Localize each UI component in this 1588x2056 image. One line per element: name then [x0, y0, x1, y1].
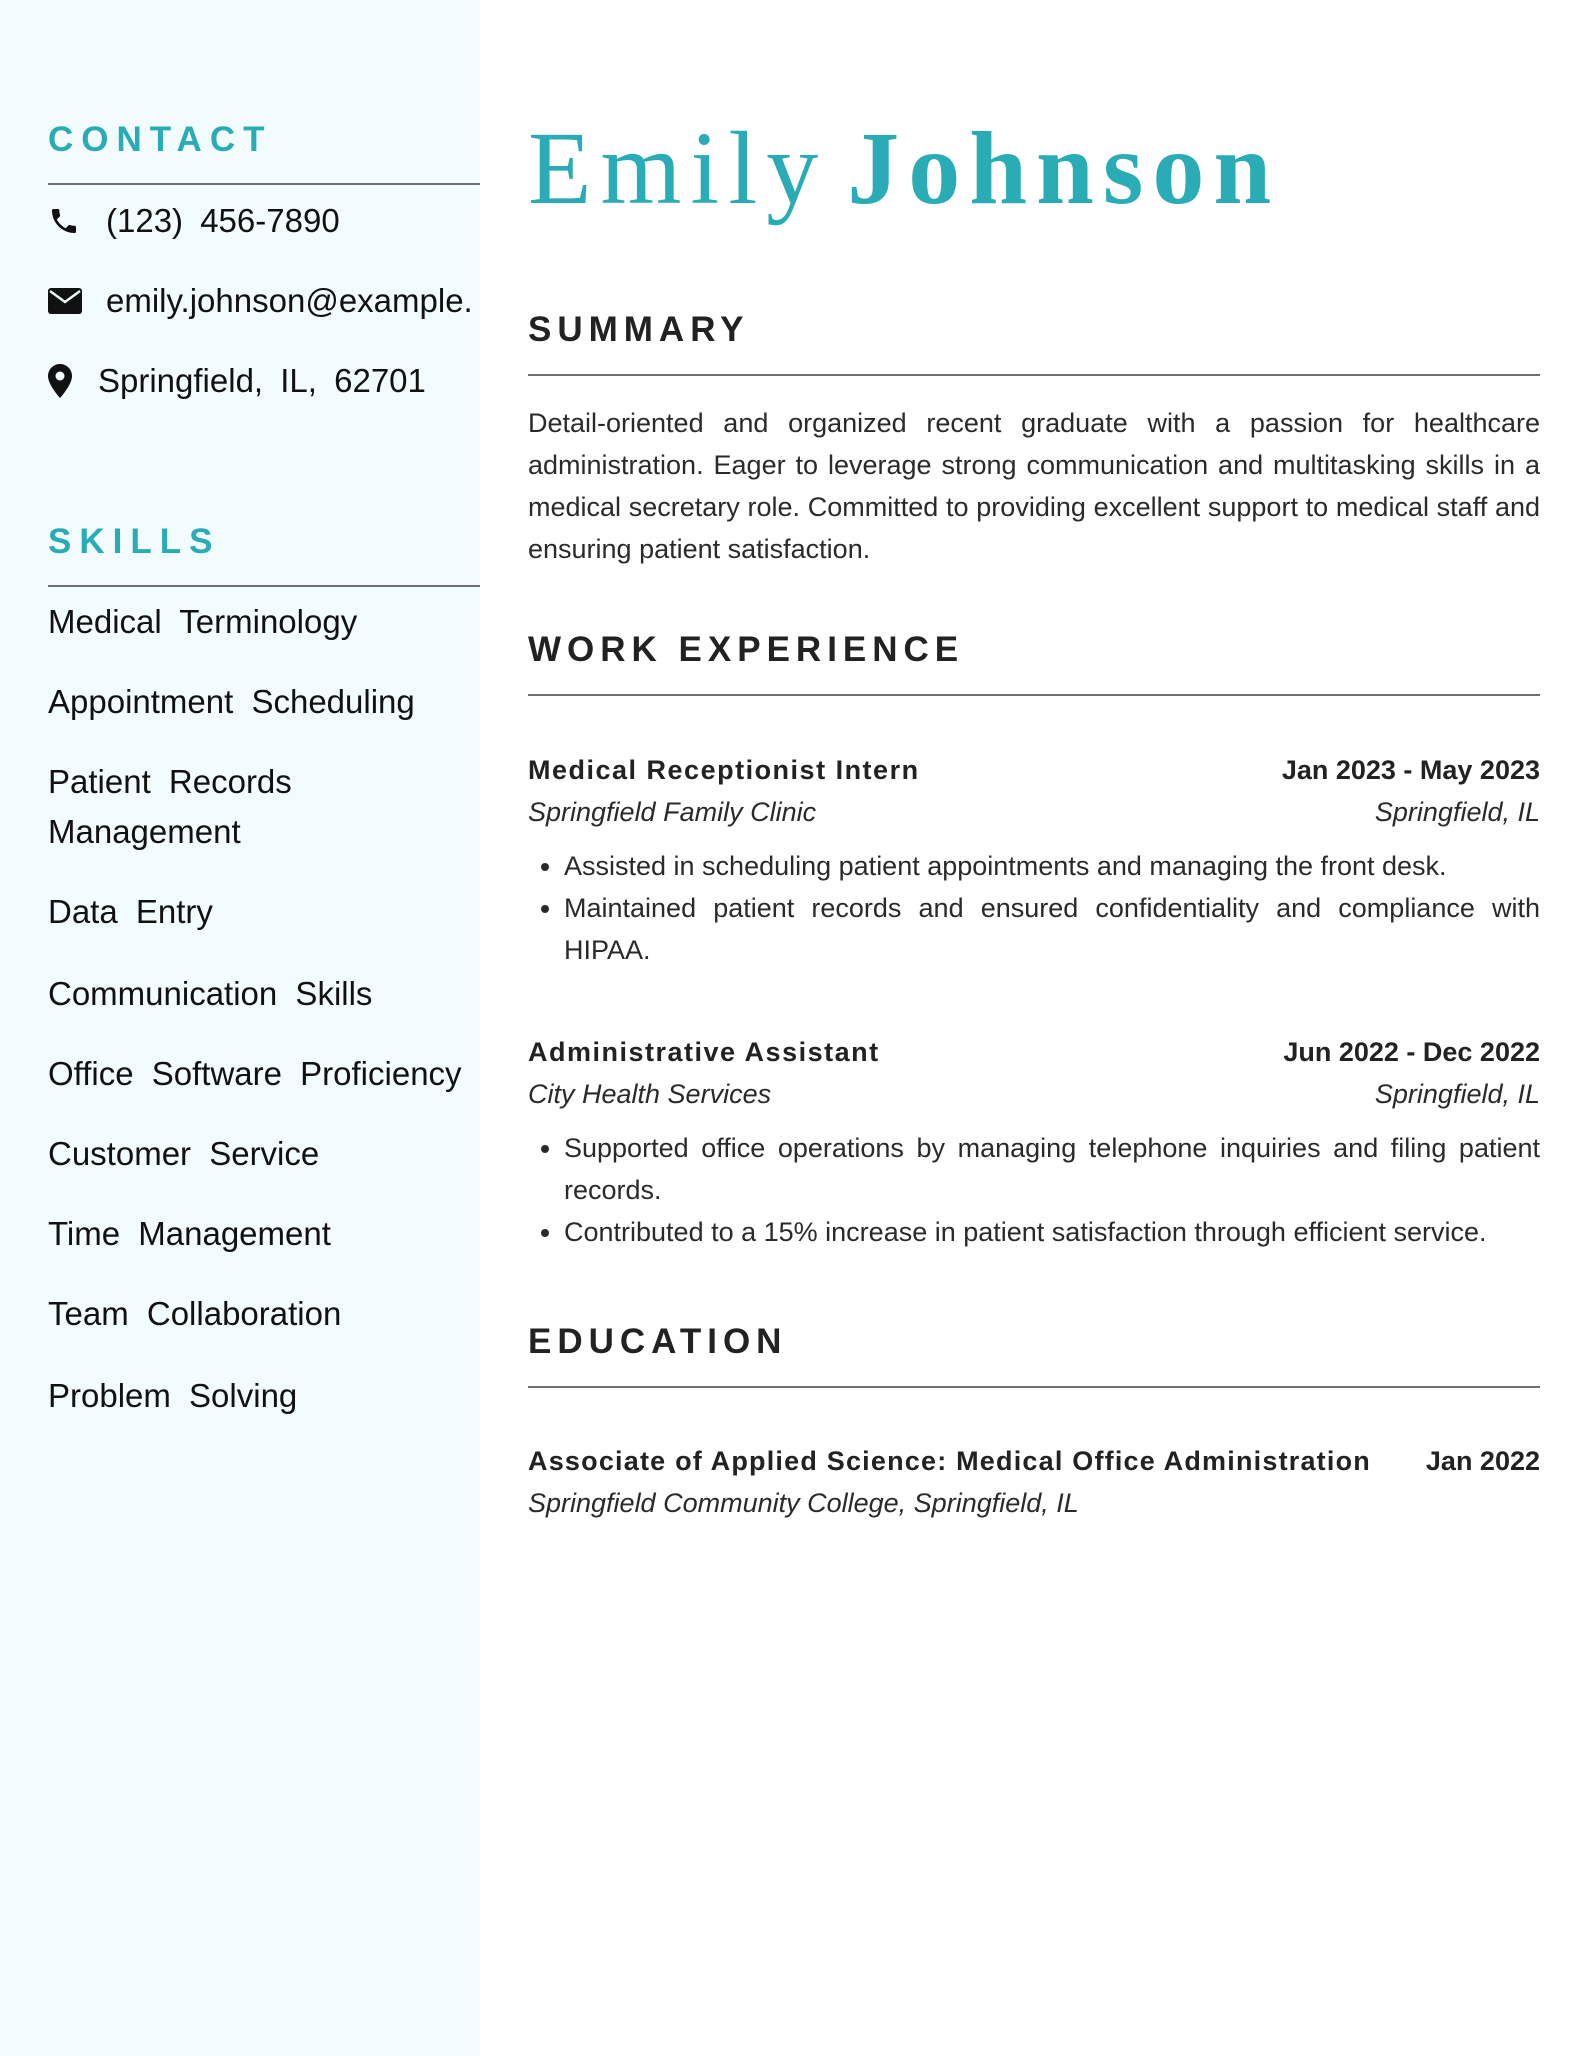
summary-text: Detail-oriented and organized recent graduate with a passion for healthcare administration. Eager to leverage strong communication and multitasking skills in a medical secretary role. Committed to providing excellent support to medical staff and ensuring patient satisfaction.	[528, 408, 1540, 564]
skill-item: Time Management	[48, 1215, 331, 1252]
job-bullet: • Supported office operations by managing telephone inquiries and filing patient records.	[564, 1127, 1540, 1211]
phone-icon	[48, 201, 88, 241]
skill-item: Problem Solving	[48, 1377, 298, 1414]
job-location: Springfield, IL	[1374, 797, 1540, 827]
skill-item: Medical Terminology	[48, 603, 358, 640]
contact-email[interactable]	[48, 281, 480, 321]
contact-section	[48, 120, 480, 399]
job-dates: Jun 2022 - Dec 2022	[1283, 1037, 1540, 1067]
skills-heading: SKILLS	[48, 522, 221, 561]
education-divider	[528, 1386, 1540, 1388]
job-entry	[528, 749, 1540, 971]
job-title: Medical Receptionist Intern	[528, 755, 920, 785]
contact-heading: CONTACT	[48, 120, 273, 159]
job-bullets	[528, 845, 1540, 971]
job-bullets	[528, 1127, 1540, 1253]
skill-item: Data Entry	[48, 893, 213, 930]
education-date: Jan 2022	[1425, 1446, 1540, 1476]
summary-heading: SUMMARY	[528, 310, 750, 349]
location-text: Springfield, IL, 62701	[98, 362, 426, 399]
skill-item: Office Software Proficiency	[48, 1055, 462, 1092]
envelope-icon	[48, 281, 88, 321]
education-heading: EDUCATION	[528, 1322, 788, 1361]
contact-phone[interactable]	[48, 201, 480, 241]
skill-item: Appointment Scheduling	[48, 683, 415, 720]
job-bullet: • Contributed to a 15% increase in patient satisfaction through efficient service.	[564, 1211, 1540, 1253]
sidebar	[0, 0, 480, 2056]
education-degree: Associate of Applied Science: Medical Office Administration	[528, 1446, 1371, 1476]
skill-item: Customer Service	[48, 1135, 320, 1172]
contact-location	[48, 361, 480, 401]
skill-item: Patient Records Management	[48, 763, 292, 850]
job-bullet: • Maintained patient records and ensured confidentiality and compliance with HIPAA.	[564, 887, 1540, 971]
last-name: Johnson	[847, 111, 1281, 226]
skills-list	[48, 587, 480, 1487]
summary-divider	[528, 374, 1540, 376]
job-location: Springfield, IL	[1374, 1079, 1540, 1109]
skill-item: Team Collaboration	[48, 1295, 342, 1332]
skills-section	[48, 524, 480, 1487]
candidate-name	[528, 112, 1280, 226]
experience-heading: WORK EXPERIENCE	[528, 630, 965, 669]
education-entry	[528, 1440, 1540, 1524]
experience-divider	[528, 694, 1540, 696]
phone-number: (123) 456-7890	[106, 202, 340, 239]
job-bullet: • Assisted in scheduling patient appointments and managing the front desk.	[564, 845, 1540, 887]
email-address: emily.johnson@example.	[106, 282, 473, 319]
first-name: Emily	[528, 111, 828, 226]
job-dates: Jan 2023 - May 2023	[1281, 755, 1540, 785]
job-organization: Springfield Family Clinic	[528, 797, 817, 827]
skill-item: Communication Skills	[48, 975, 373, 1012]
map-pin-icon	[48, 361, 80, 401]
education-school: Springfield Community College, Springfield, IL	[528, 1488, 1079, 1518]
job-entry	[528, 1031, 1540, 1253]
job-title: Administrative Assistant	[528, 1037, 880, 1067]
job-organization: City Health Services	[528, 1079, 772, 1109]
